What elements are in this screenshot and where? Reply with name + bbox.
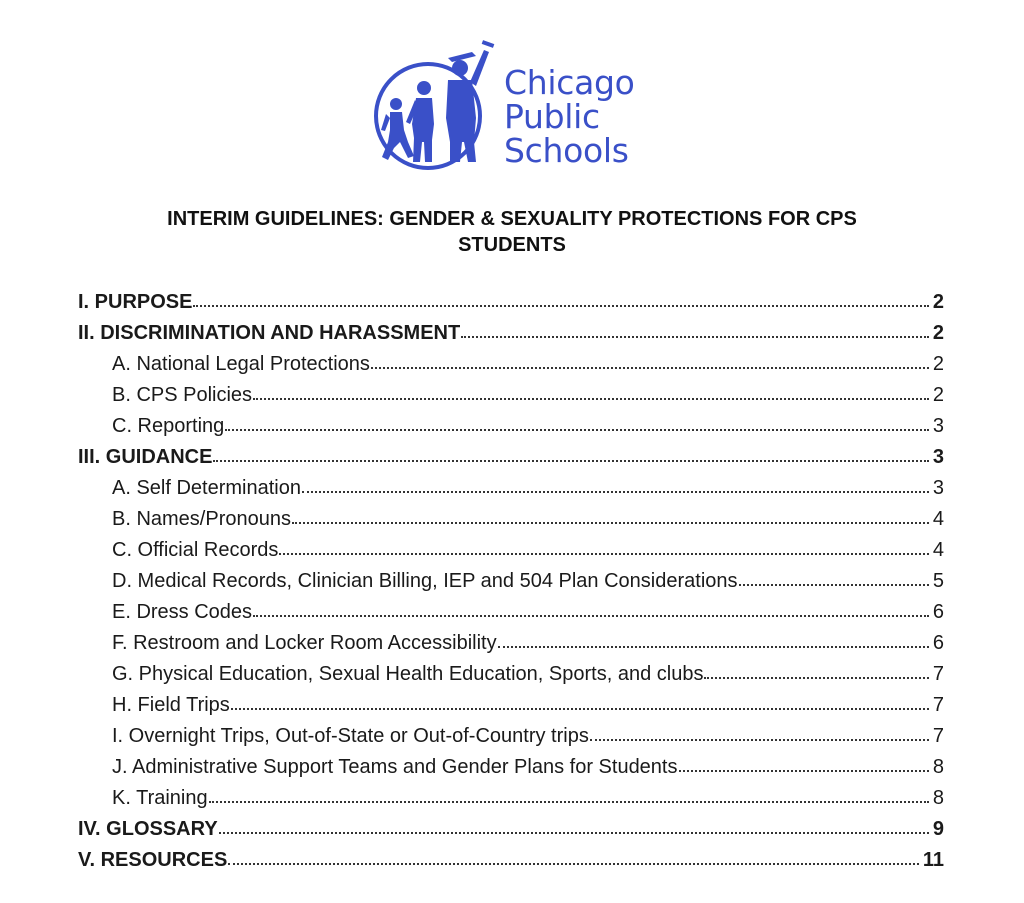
cps-logo	[372, 38, 662, 174]
toc-entry-label: I. PURPOSE	[78, 291, 193, 313]
toc-entry-label: G. Physical Education, Sexual Health Education, Sports, and clubs	[112, 663, 704, 685]
cps-logo-wordmark	[504, 63, 635, 170]
logo-line-chicago: Chicago	[504, 63, 635, 102]
toc-dot-leader	[193, 305, 928, 307]
document-title	[0, 206, 1024, 258]
toc-dot-leader	[461, 336, 929, 338]
toc-entry-label: III. GUIDANCE	[78, 446, 213, 468]
toc-entry-page-number: 7	[932, 694, 944, 716]
logo-line-public: Public	[504, 97, 600, 136]
toc-entry-label: II. DISCRIMINATION AND HARASSMENT	[78, 322, 461, 344]
toc-entry-label: IV. GLOSSARY	[78, 818, 218, 840]
toc-dot-leader	[213, 460, 928, 462]
document-title-line1: INTERIM GUIDELINES: GENDER & SEXUALITY PROTECTIONS FOR CPS	[167, 208, 857, 230]
toc-entry[interactable]	[78, 535, 944, 566]
toc-entry-page-number: 3	[932, 415, 944, 437]
toc-entry[interactable]	[78, 504, 944, 535]
toc-entry-page-number: 4	[932, 539, 944, 561]
document-title-line2: STUDENTS	[458, 234, 566, 256]
toc-entry-page-number: 6	[932, 632, 944, 654]
toc-entry[interactable]	[78, 380, 944, 411]
toc-entry[interactable]	[78, 783, 944, 814]
toc-entry-page-number: 2	[932, 384, 944, 406]
toc-entry-label: D. Medical Records, Clinician Billing, IEP and 504 Plan Considerations	[112, 570, 738, 592]
toc-entry[interactable]	[78, 721, 944, 752]
toc-entry-page-number: 9	[932, 818, 944, 840]
toc-dot-leader	[253, 615, 929, 617]
toc-entry-label: I. Overnight Trips, Out-of-State or Out-of-Country trips	[112, 725, 589, 747]
toc-entry[interactable]	[78, 473, 944, 504]
toc-entry[interactable]	[78, 628, 944, 659]
toc-entry[interactable]	[78, 597, 944, 628]
toc-entry-page-number: 11	[922, 849, 944, 871]
toc-dot-leader	[498, 646, 929, 648]
toc-entry-label: C. Official Records	[112, 539, 279, 561]
toc-entry-page-number: 4	[932, 508, 944, 530]
toc-dot-leader	[225, 429, 929, 431]
toc-dot-leader	[739, 584, 929, 586]
toc-dot-leader	[228, 863, 919, 865]
toc-entry-page-number: 7	[932, 725, 944, 747]
toc-dot-leader	[279, 553, 929, 555]
toc-entry[interactable]	[78, 845, 944, 876]
logo-line-schools: Schools	[504, 131, 629, 170]
toc-entry-page-number: 3	[932, 446, 944, 468]
toc-entry-label: K. Training	[112, 787, 208, 809]
toc-entry-page-number: 2	[932, 291, 944, 313]
toc-dot-leader	[704, 677, 928, 679]
table-of-contents	[78, 287, 944, 876]
toc-entry-label: J. Administrative Support Teams and Gender Plans for Students	[112, 756, 678, 778]
toc-entry-label: A. Self Determination	[112, 477, 301, 499]
toc-entry[interactable]	[78, 349, 944, 380]
toc-entry[interactable]	[78, 814, 944, 845]
toc-entry-page-number: 6	[932, 601, 944, 623]
toc-entry-page-number: 8	[932, 787, 944, 809]
toc-dot-leader	[292, 522, 929, 524]
toc-entry-page-number: 3	[932, 477, 944, 499]
toc-entry[interactable]	[78, 690, 944, 721]
toc-entry[interactable]	[78, 566, 944, 597]
toc-entry-label: B. Names/Pronouns	[112, 508, 291, 530]
toc-entry[interactable]	[78, 659, 944, 690]
toc-entry-label: B. CPS Policies	[112, 384, 253, 406]
toc-dot-leader	[590, 739, 929, 741]
toc-dot-leader	[679, 770, 929, 772]
toc-entry-label: A. National Legal Protections	[112, 353, 370, 375]
toc-entry[interactable]	[78, 411, 944, 442]
toc-entry-page-number: 7	[932, 663, 944, 685]
cps-family-graduate-logo-icon	[372, 38, 502, 174]
toc-dot-leader	[302, 491, 929, 493]
toc-entry-page-number: 5	[932, 570, 944, 592]
toc-entry-label: V. RESOURCES	[78, 849, 228, 871]
toc-entry-label: H. Field Trips	[112, 694, 230, 716]
toc-dot-leader	[253, 398, 929, 400]
toc-dot-leader	[219, 832, 929, 834]
toc-entry-label: C. Reporting	[112, 415, 225, 437]
toc-entry[interactable]	[78, 442, 944, 473]
toc-dot-leader	[209, 801, 929, 803]
toc-entry-label: F. Restroom and Locker Room Accessibility	[112, 632, 497, 654]
toc-dot-leader	[231, 708, 929, 710]
toc-entry-label: E. Dress Codes	[112, 601, 253, 623]
toc-entry[interactable]	[78, 318, 944, 349]
toc-entry-page-number: 8	[932, 756, 944, 778]
toc-entry-page-number: 2	[932, 322, 944, 344]
toc-dot-leader	[371, 367, 929, 369]
toc-entry-page-number: 2	[932, 353, 944, 375]
toc-entry[interactable]	[78, 752, 944, 783]
toc-entry[interactable]	[78, 287, 944, 318]
